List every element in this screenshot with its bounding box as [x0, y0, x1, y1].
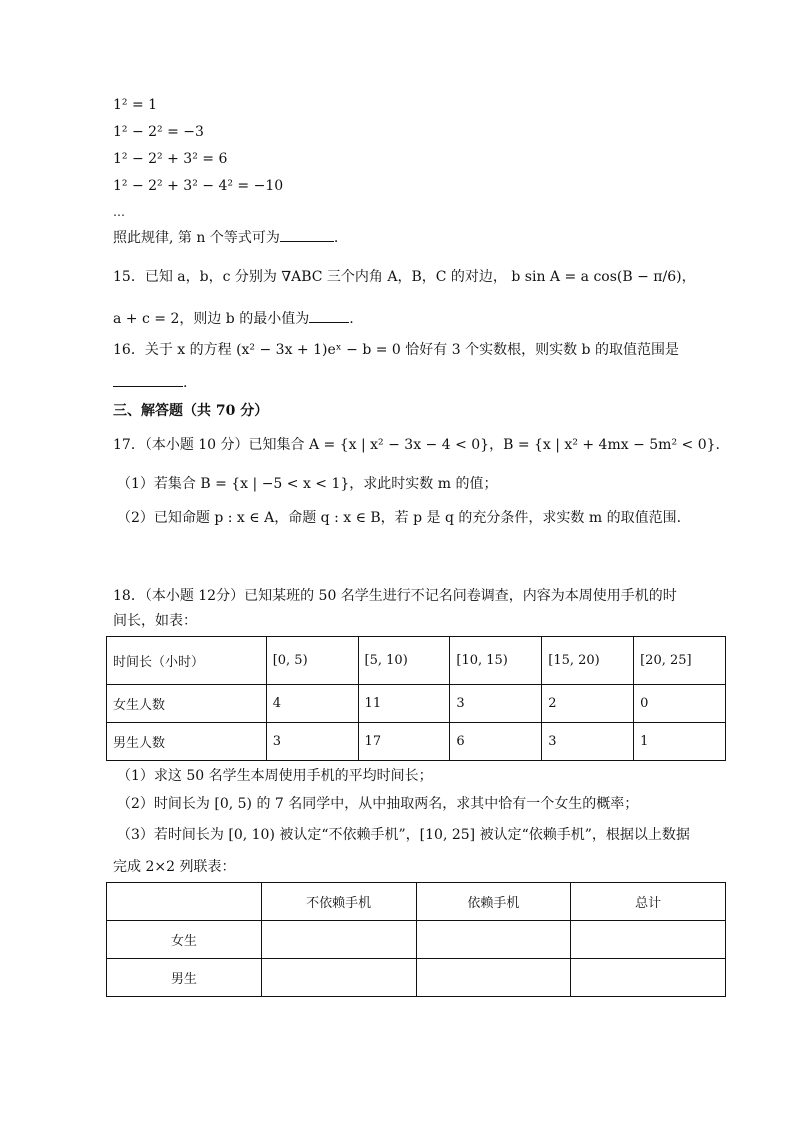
q15-line-2-text: a + c = 2，则边 b 的最小值为	[113, 311, 310, 327]
table-row	[107, 921, 726, 959]
q15-formula: b sin A = a cos(B − π/6)	[511, 269, 682, 285]
answer-blank	[309, 308, 349, 323]
table-cell: 男生人数	[107, 723, 267, 761]
q18-sub-3b: 完成 2×2 列联表：	[113, 859, 236, 875]
q17-line-1	[113, 435, 720, 455]
table-cell[interactable]	[416, 921, 571, 959]
q18-sub-3: （3）若时间长为 [0, 10) 被认定“不依赖手机”，[10, 25] 被认定“依赖手机”，根据以上数据	[117, 827, 690, 843]
table-cell[interactable]	[261, 921, 416, 959]
intro-eq-2: 1² − 2² = −3	[113, 124, 204, 140]
q18-line-2: 间长，如表：	[113, 613, 197, 629]
answer-blank	[113, 372, 183, 387]
q15-line-1: 15．已知 a，b，c 分别为 ∇ABC 三个内角 A，B，C 的对边， b sin A = a cos(B − π/6)，	[113, 269, 696, 285]
intro-question: 照此规律, 第 n 个等式可为	[113, 230, 280, 246]
table-header-cell: [0, 5)	[266, 637, 358, 685]
table-cell: 女生人数	[107, 685, 267, 723]
table-header-cell: 总计	[571, 883, 726, 921]
q16-line-2: .	[113, 372, 187, 393]
q18-number: 18．	[113, 588, 145, 604]
q16-text: 关于 x 的方程 (x² − 3x + 1)eˣ − b = 0 恰好有 3 个实数根，则实数 b 的取值范围是	[144, 342, 679, 358]
table-row	[107, 723, 726, 761]
q15-number: 15．	[113, 269, 145, 285]
q16-line-1	[113, 340, 679, 360]
answer-blank	[280, 227, 334, 242]
table-header-cell: [15, 20)	[542, 637, 634, 685]
table-row	[107, 959, 726, 997]
contingency-table	[106, 882, 726, 997]
table-cell: 4	[266, 685, 358, 723]
intro-question-line: 照此规律, 第 n 个等式可为 .	[113, 227, 338, 248]
table-cell: 6	[450, 723, 542, 761]
table-header-row	[107, 883, 726, 921]
q17-text: （本小题 10 分）已知集合 A = {x | x² − 3x − 4 < 0}，B = {x | x² + 4mx − 5m² < 0}.	[144, 437, 720, 453]
q16-number: 16．	[113, 342, 145, 358]
table-cell: 3	[266, 723, 358, 761]
table-row	[107, 685, 726, 723]
intro-eq-4: 1² − 2² + 3² − 4² = −10	[113, 178, 284, 194]
table-cell[interactable]	[571, 921, 726, 959]
table-cell[interactable]	[261, 959, 416, 997]
q17-number: 17．	[113, 437, 145, 453]
table-header-row	[107, 637, 726, 685]
table-cell: 0	[634, 685, 726, 723]
q17-sub-1: （1）若集合 B = {x | −5 < x < 1}，求此时实数 m 的值；	[117, 476, 498, 492]
q17-sub-2: （2）已知命题 p : x ∈ A，命题 q : x ∈ B，若 p 是 q 的充分条件，求实数 m 的取值范围.	[117, 510, 682, 526]
section-3-title: 三、解答题（共 70 分）	[113, 403, 269, 419]
intro-eq-3: 1² − 2² + 3² = 6	[113, 151, 228, 167]
table-header-cell: [5, 10)	[358, 637, 450, 685]
q15-line-2: a + c = 2，则边 b 的最小值为 .	[113, 308, 354, 329]
table-cell[interactable]	[571, 959, 726, 997]
intro-eq-1: 1² = 1	[113, 97, 158, 113]
table-cell: 17	[358, 723, 450, 761]
table-header-cell: [10, 15)	[450, 637, 542, 685]
table-header-cell	[107, 883, 262, 921]
table-cell: 1	[634, 723, 726, 761]
q18-sub-2: （2）时间长为 [0, 5) 的 7 名同学中，从中抽取两名，求其中恰有一个女生的概率；	[117, 796, 639, 812]
table-header-cell: 依赖手机	[416, 883, 571, 921]
table-cell: 男生	[107, 959, 262, 997]
intro-ellipsis: …	[113, 205, 125, 219]
usage-table	[106, 636, 726, 761]
table-cell: 3	[542, 723, 634, 761]
table-cell: 2	[542, 685, 634, 723]
table-header-cell: 时间长（小时）	[107, 637, 267, 685]
table-cell[interactable]	[416, 959, 571, 997]
q15-text: 已知 a，b，c 分别为 ∇ABC 三个内角 A，B，C 的对边，	[144, 269, 507, 285]
table-header-cell: 不依赖手机	[261, 883, 416, 921]
q18-line-1	[113, 586, 677, 606]
q18-sub-1: （1）求这 50 名学生本周使用手机的平均时间长；	[117, 768, 433, 784]
table-cell: 11	[358, 685, 450, 723]
table-cell: 女生	[107, 921, 262, 959]
table-header-cell: [20, 25]	[634, 637, 726, 685]
q18-text-1: （本小题 12分）已知某班的 50 名学生进行不记名问卷调查，内容为本周使用手机的时	[144, 588, 677, 604]
table-cell: 3	[450, 685, 542, 723]
